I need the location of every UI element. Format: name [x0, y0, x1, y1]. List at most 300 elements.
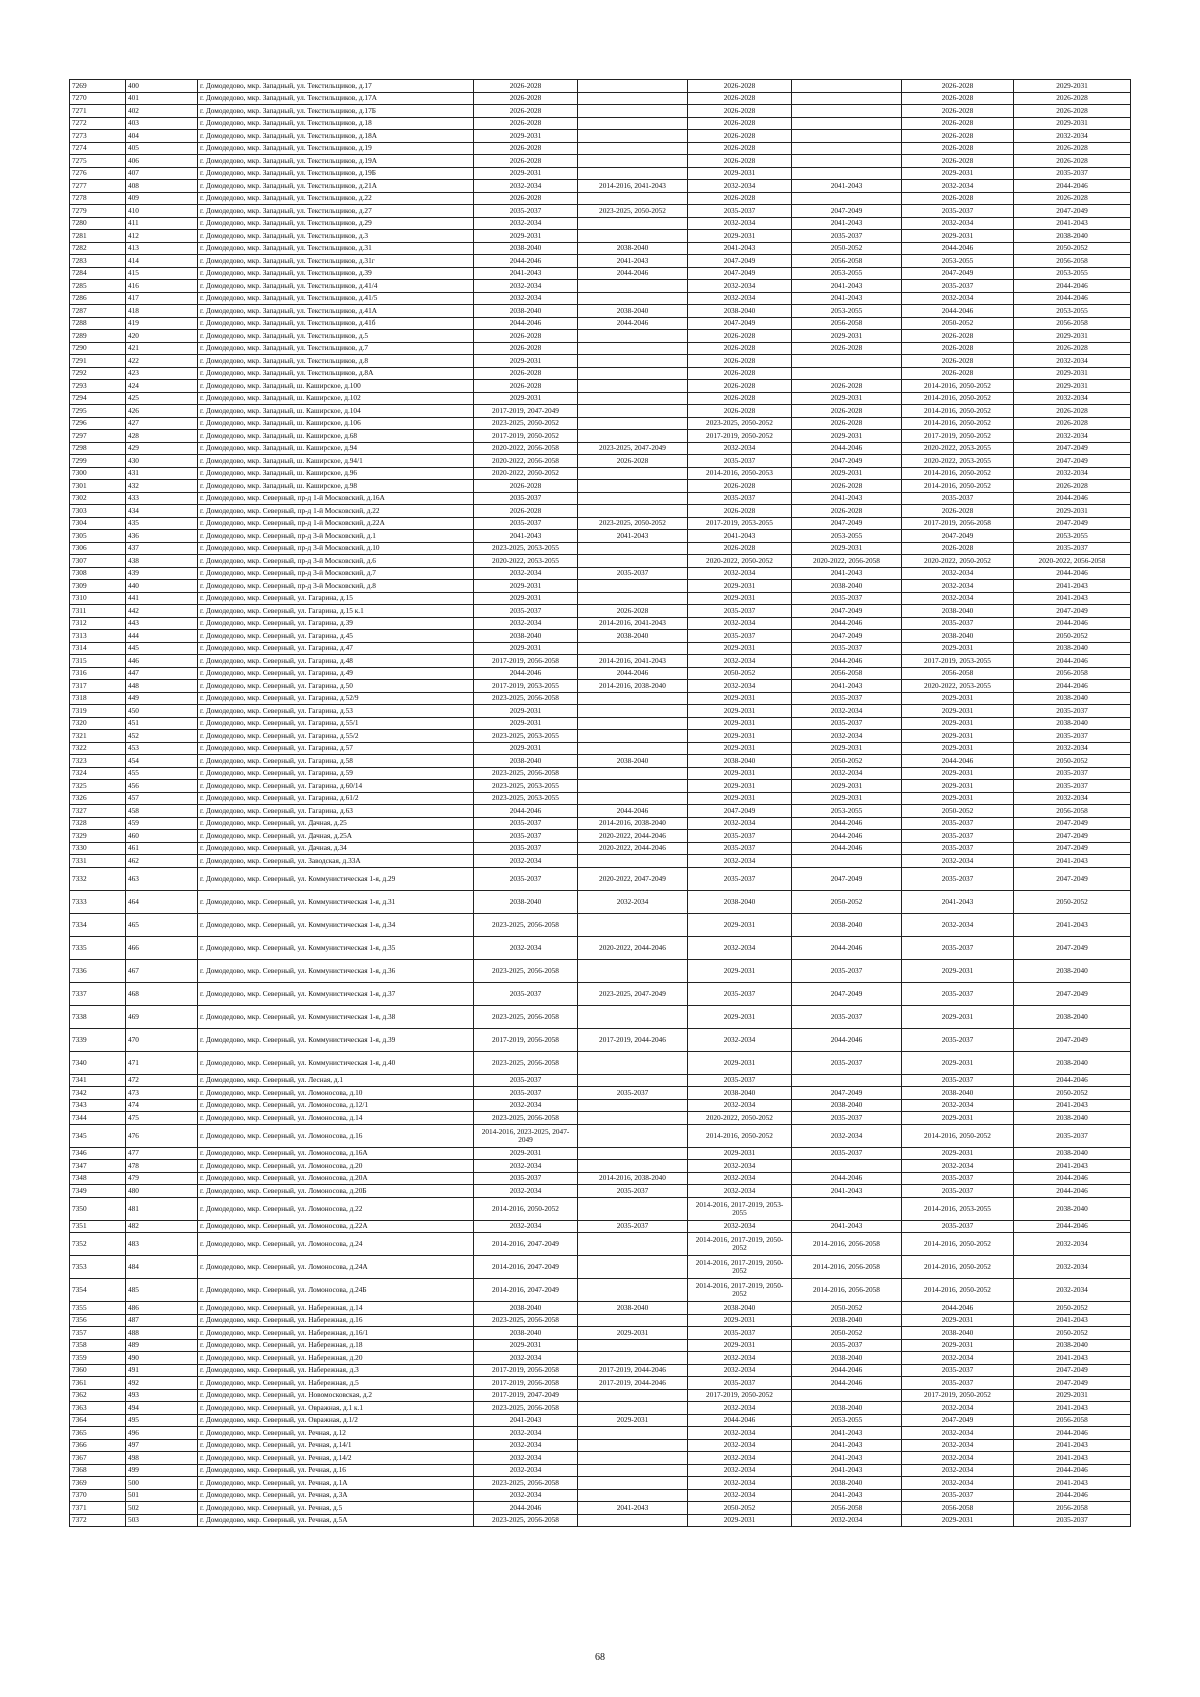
period-5-cell: 2029-2031 — [902, 780, 1014, 793]
period-2-cell: 2035-2037 — [578, 567, 688, 580]
period-5-cell: 2035-2037 — [902, 1172, 1014, 1185]
period-4-cell: 2035-2037 — [792, 592, 902, 605]
address-cell: г. Домодедово, мкр. Северный, ул. Речная, д.14/2 — [198, 1452, 474, 1465]
item-number-cell: 417 — [126, 292, 198, 305]
period-2-cell: 2023-2025, 2050-2052 — [578, 205, 688, 218]
period-4-cell: 2050-2052 — [792, 242, 902, 255]
address-cell: г. Домодедово, мкр. Северный, ул. Дачная, д.34 — [198, 842, 474, 855]
period-5-cell: 2032-2034 — [902, 180, 1014, 193]
period-2-cell: 2014-2016, 2038-2040 — [578, 817, 688, 830]
period-6-cell: 2035-2037 — [1014, 1124, 1131, 1147]
period-6-cell: 2056-2058 — [1014, 255, 1131, 268]
period-2-cell — [578, 417, 688, 430]
period-4-cell: 2029-2031 — [792, 330, 902, 343]
period-5-cell: 2026-2028 — [902, 505, 1014, 518]
period-5-cell: 2029-2031 — [902, 959, 1014, 982]
period-2-cell — [578, 1489, 688, 1502]
period-4-cell — [792, 167, 902, 180]
period-4-cell — [792, 117, 902, 130]
address-cell: г. Домодедово, мкр. Северный, ул. Ломоносова, д.14 — [198, 1112, 474, 1125]
item-number-cell: 462 — [126, 855, 198, 868]
period-1-cell: 2044-2046 — [474, 255, 578, 268]
address-cell: г. Домодедово, мкр. Северный, ул. Овражная, д.1 к.1 — [198, 1402, 474, 1415]
item-number-cell: 469 — [126, 1005, 198, 1028]
period-5-cell: 2017-2019, 2050-2052 — [902, 430, 1014, 443]
address-cell: г. Домодедово, мкр. Северный, ул. Ломоносова, д.16А — [198, 1147, 474, 1160]
period-6-cell: 2041-2043 — [1014, 1439, 1131, 1452]
item-number-cell: 441 — [126, 592, 198, 605]
period-1-cell: 2029-2031 — [474, 642, 578, 655]
address-cell: г. Домодедово, мкр. Северный, ул. Речная, д.5А — [198, 1514, 474, 1527]
period-4-cell: 2047-2049 — [792, 517, 902, 530]
table-row — [70, 355, 1131, 368]
item-number-cell: 481 — [126, 1197, 198, 1220]
item-number-cell: 493 — [126, 1389, 198, 1402]
period-1-cell: 2026-2028 — [474, 505, 578, 518]
row-number-cell: 7281 — [70, 230, 126, 243]
item-number-cell: 471 — [126, 1051, 198, 1074]
period-3-cell: 2026-2028 — [688, 392, 792, 405]
period-4-cell: 2041-2043 — [792, 217, 902, 230]
period-1-cell: 2032-2034 — [474, 567, 578, 580]
period-4-cell: 2029-2031 — [792, 542, 902, 555]
table-row — [70, 180, 1131, 193]
period-3-cell: 2029-2031 — [688, 692, 792, 705]
period-4-cell: 2044-2046 — [792, 936, 902, 959]
period-3-cell: 2038-2040 — [688, 305, 792, 318]
address-cell: г. Домодедово, мкр. Западный, ул. Текстильщиков, д.27 — [198, 205, 474, 218]
period-1-cell: 2032-2034 — [474, 280, 578, 293]
period-3-cell: 2047-2049 — [688, 255, 792, 268]
address-cell: г. Домодедово, мкр. Северный, ул. Гагарина, д.15 к.1 — [198, 605, 474, 618]
period-6-cell: 2032-2034 — [1014, 742, 1131, 755]
period-1-cell: 2032-2034 — [474, 1352, 578, 1365]
row-number-cell: 7277 — [70, 180, 126, 193]
period-6-cell: 2041-2043 — [1014, 1099, 1131, 1112]
period-4-cell — [792, 142, 902, 155]
period-3-cell: 2038-2040 — [688, 1302, 792, 1315]
item-number-cell: 470 — [126, 1028, 198, 1051]
period-4-cell: 2044-2046 — [792, 617, 902, 630]
period-2-cell — [578, 505, 688, 518]
table-row — [70, 155, 1131, 168]
period-3-cell: 2032-2034 — [688, 936, 792, 959]
item-number-cell: 421 — [126, 342, 198, 355]
period-1-cell: 2026-2028 — [474, 380, 578, 393]
table-row — [70, 1185, 1131, 1198]
row-number-cell: 7368 — [70, 1464, 126, 1477]
item-number-cell: 452 — [126, 730, 198, 743]
table-row — [70, 242, 1131, 255]
period-5-cell: 2020-2022, 2050-2052 — [902, 555, 1014, 568]
table-row — [70, 805, 1131, 818]
table-row — [70, 617, 1131, 630]
period-1-cell: 2041-2043 — [474, 1414, 578, 1427]
period-1-cell: 2035-2037 — [474, 830, 578, 843]
table-row — [70, 1147, 1131, 1160]
period-5-cell: 2035-2037 — [902, 280, 1014, 293]
period-5-cell: 2035-2037 — [902, 842, 1014, 855]
address-cell: г. Домодедово, мкр. Северный, ул. Гагарина, д.53 — [198, 705, 474, 718]
address-cell: г. Домодедово, мкр. Северный, ул. Гагарина, д.63 — [198, 805, 474, 818]
period-1-cell: 2032-2034 — [474, 1489, 578, 1502]
table-row — [70, 1172, 1131, 1185]
table-row — [70, 1377, 1131, 1390]
period-4-cell: 2029-2031 — [792, 780, 902, 793]
period-2-cell: 2032-2034 — [578, 890, 688, 913]
period-1-cell: 2026-2028 — [474, 92, 578, 105]
period-5-cell: 2014-2016, 2053-2055 — [902, 1197, 1014, 1220]
period-4-cell: 2050-2052 — [792, 1302, 902, 1315]
period-2-cell: 2035-2037 — [578, 1087, 688, 1100]
period-3-cell: 2026-2028 — [688, 142, 792, 155]
address-cell: г. Домодедово, мкр. Западный, ш. Каширское, д.104 — [198, 405, 474, 418]
period-1-cell: 2038-2040 — [474, 1327, 578, 1340]
period-6-cell: 2044-2046 — [1014, 1220, 1131, 1233]
table-row — [70, 380, 1131, 393]
period-2-cell — [578, 717, 688, 730]
period-2-cell — [578, 1514, 688, 1527]
period-4-cell: 2047-2049 — [792, 605, 902, 618]
period-2-cell — [578, 430, 688, 443]
period-3-cell: 2029-2031 — [688, 730, 792, 743]
period-3-cell: 2026-2028 — [688, 405, 792, 418]
period-2-cell — [578, 1197, 688, 1220]
period-6-cell: 2044-2046 — [1014, 292, 1131, 305]
period-1-cell: 2023-2025, 2056-2058 — [474, 1005, 578, 1028]
item-number-cell: 456 — [126, 780, 198, 793]
table-row — [70, 730, 1131, 743]
period-6-cell: 2041-2043 — [1014, 913, 1131, 936]
table-row — [70, 1477, 1131, 1490]
period-2-cell — [578, 280, 688, 293]
period-4-cell: 2041-2043 — [792, 180, 902, 193]
period-5-cell: 2035-2037 — [902, 1185, 1014, 1198]
period-2-cell: 2020-2022, 2044-2046 — [578, 936, 688, 959]
period-4-cell: 2044-2046 — [792, 1364, 902, 1377]
row-number-cell: 7291 — [70, 355, 126, 368]
table-row — [70, 705, 1131, 718]
row-number-cell: 7307 — [70, 555, 126, 568]
period-4-cell: 2035-2037 — [792, 1147, 902, 1160]
period-2-cell — [578, 555, 688, 568]
period-2-cell — [578, 80, 688, 93]
period-6-cell: 2038-2040 — [1014, 692, 1131, 705]
row-number-cell: 7288 — [70, 317, 126, 330]
period-3-cell: 2014-2016, 2050-2053 — [688, 467, 792, 480]
period-6-cell: 2041-2043 — [1014, 1477, 1131, 1490]
period-2-cell — [578, 692, 688, 705]
table-row — [70, 692, 1131, 705]
period-6-cell: 2053-2055 — [1014, 267, 1131, 280]
item-number-cell: 483 — [126, 1233, 198, 1256]
item-number-cell: 477 — [126, 1147, 198, 1160]
period-3-cell: 2032-2034 — [688, 1028, 792, 1051]
period-3-cell: 2029-2031 — [688, 959, 792, 982]
period-4-cell: 2029-2031 — [792, 742, 902, 755]
period-2-cell — [578, 342, 688, 355]
period-3-cell: 2026-2028 — [688, 330, 792, 343]
period-1-cell: 2029-2031 — [474, 130, 578, 143]
table-row — [70, 842, 1131, 855]
period-4-cell: 2041-2043 — [792, 1220, 902, 1233]
row-number-cell: 7355 — [70, 1302, 126, 1315]
period-5-cell: 2029-2031 — [902, 1051, 1014, 1074]
period-6-cell: 2038-2040 — [1014, 959, 1131, 982]
period-3-cell: 2035-2037 — [688, 867, 792, 890]
period-1-cell: 2044-2046 — [474, 317, 578, 330]
table-row — [70, 517, 1131, 530]
period-2-cell — [578, 1452, 688, 1465]
table-row — [70, 717, 1131, 730]
period-3-cell: 2035-2037 — [688, 205, 792, 218]
period-5-cell: 2032-2034 — [902, 567, 1014, 580]
period-1-cell: 2023-2025, 2056-2058 — [474, 1477, 578, 1490]
period-2-cell — [578, 167, 688, 180]
period-2-cell — [578, 1074, 688, 1087]
period-4-cell: 2041-2043 — [792, 492, 902, 505]
address-cell: г. Домодедово, мкр. Западный, ул. Текстильщиков, д.41А — [198, 305, 474, 318]
row-number-cell: 7280 — [70, 217, 126, 230]
period-4-cell — [792, 1197, 902, 1220]
address-cell: г. Домодедово, мкр. Северный, ул. Коммунистическая 1-я, д.31 — [198, 890, 474, 913]
period-2-cell: 2044-2046 — [578, 317, 688, 330]
table-row — [70, 317, 1131, 330]
period-1-cell: 2038-2040 — [474, 755, 578, 768]
item-number-cell: 492 — [126, 1377, 198, 1390]
table-row — [70, 455, 1131, 468]
period-6-cell: 2029-2031 — [1014, 117, 1131, 130]
period-2-cell — [578, 292, 688, 305]
period-4-cell: 2044-2046 — [792, 830, 902, 843]
table-row — [70, 1514, 1131, 1527]
period-1-cell: 2029-2031 — [474, 355, 578, 368]
period-3-cell: 2032-2034 — [688, 617, 792, 630]
table-row — [70, 405, 1131, 418]
row-number-cell: 7328 — [70, 817, 126, 830]
row-number-cell: 7303 — [70, 505, 126, 518]
period-4-cell: 2035-2037 — [792, 1339, 902, 1352]
period-1-cell: 2017-2019, 2056-2058 — [474, 1364, 578, 1377]
row-number-cell: 7347 — [70, 1160, 126, 1173]
address-cell: г. Домодедово, мкр. Северный, ул. Набережная, д.5 — [198, 1377, 474, 1390]
row-number-cell: 7312 — [70, 617, 126, 630]
period-2-cell — [578, 1389, 688, 1402]
period-2-cell — [578, 330, 688, 343]
row-number-cell: 7282 — [70, 242, 126, 255]
table-row — [70, 1464, 1131, 1477]
item-number-cell: 413 — [126, 242, 198, 255]
period-4-cell: 2029-2031 — [792, 467, 902, 480]
address-cell: г. Домодедово, мкр. Западный, ул. Текстильщиков, д.18 — [198, 117, 474, 130]
period-3-cell: 2032-2034 — [688, 1185, 792, 1198]
item-number-cell: 499 — [126, 1464, 198, 1477]
period-6-cell: 2029-2031 — [1014, 380, 1131, 393]
address-cell: г. Домодедово, мкр. Северный, ул. Дачная, д.25А — [198, 830, 474, 843]
period-6-cell: 2026-2028 — [1014, 405, 1131, 418]
table-row — [70, 667, 1131, 680]
address-cell: г. Домодедово, мкр. Западный, ул. Текстильщиков, д.17А — [198, 92, 474, 105]
address-cell: г. Домодедово, мкр. Северный, ул. Коммунистическая 1-я, д.35 — [198, 936, 474, 959]
table-row — [70, 1414, 1131, 1427]
period-3-cell: 2047-2049 — [688, 805, 792, 818]
period-4-cell: 2053-2055 — [792, 805, 902, 818]
row-number-cell: 7329 — [70, 830, 126, 843]
address-cell: г. Домодедово, мкр. Северный, пр-д 1-й Московский, д.16А — [198, 492, 474, 505]
period-5-cell: 2056-2058 — [902, 1502, 1014, 1515]
row-number-cell: 7358 — [70, 1339, 126, 1352]
item-number-cell: 451 — [126, 717, 198, 730]
period-4-cell — [792, 130, 902, 143]
period-6-cell: 2038-2040 — [1014, 230, 1131, 243]
period-4-cell: 2041-2043 — [792, 1439, 902, 1452]
table-row — [70, 817, 1131, 830]
period-6-cell: 2041-2043 — [1014, 580, 1131, 593]
address-cell: г. Домодедово, мкр. Западный, ул. Текстильщиков, д.5 — [198, 330, 474, 343]
period-1-cell: 2026-2028 — [474, 330, 578, 343]
period-3-cell: 2032-2034 — [688, 1352, 792, 1365]
period-6-cell: 2047-2049 — [1014, 205, 1131, 218]
address-cell: г. Домодедово, мкр. Северный, ул. Набережная, д.16/1 — [198, 1327, 474, 1340]
period-4-cell: 2041-2043 — [792, 1185, 902, 1198]
row-number-cell: 7372 — [70, 1514, 126, 1527]
address-cell: г. Домодедово, мкр. Западный, ш. Каширское, д.94 — [198, 442, 474, 455]
address-cell: г. Домодедово, мкр. Северный, ул. Ломоносова, д.16 — [198, 1124, 474, 1147]
item-number-cell: 436 — [126, 530, 198, 543]
table-row — [70, 680, 1131, 693]
period-2-cell — [578, 380, 688, 393]
period-6-cell: 2032-2034 — [1014, 130, 1131, 143]
period-3-cell: 2035-2037 — [688, 842, 792, 855]
period-1-cell: 2035-2037 — [474, 867, 578, 890]
period-3-cell: 2023-2025, 2050-2052 — [688, 417, 792, 430]
period-6-cell: 2050-2052 — [1014, 755, 1131, 768]
period-1-cell: 2029-2031 — [474, 717, 578, 730]
period-2-cell — [578, 855, 688, 868]
item-number-cell: 498 — [126, 1452, 198, 1465]
period-4-cell: 2050-2052 — [792, 1327, 902, 1340]
table-row — [70, 430, 1131, 443]
period-6-cell: 2035-2037 — [1014, 730, 1131, 743]
table-row — [70, 480, 1131, 493]
address-cell: г. Домодедово, мкр. Западный, ул. Текстильщиков, д.17 — [198, 80, 474, 93]
period-3-cell: 2050-2052 — [688, 1502, 792, 1515]
address-cell: г. Домодедово, мкр. Северный, ул. Коммунистическая 1-я, д.29 — [198, 867, 474, 890]
item-number-cell: 428 — [126, 430, 198, 443]
period-3-cell: 2029-2031 — [688, 1051, 792, 1074]
address-cell: г. Домодедово, мкр. Западный, ул. Текстильщиков, д.22 — [198, 192, 474, 205]
period-4-cell: 2053-2055 — [792, 1414, 902, 1427]
period-3-cell: 2029-2031 — [688, 1514, 792, 1527]
table-row — [70, 142, 1131, 155]
period-1-cell: 2023-2025, 2056-2058 — [474, 692, 578, 705]
period-4-cell: 2047-2049 — [792, 630, 902, 643]
period-5-cell: 2026-2028 — [902, 367, 1014, 380]
period-5-cell: 2014-2016, 2050-2052 — [902, 1233, 1014, 1256]
period-5-cell: 2029-2031 — [902, 705, 1014, 718]
row-number-cell: 7340 — [70, 1051, 126, 1074]
row-number-cell: 7364 — [70, 1414, 126, 1427]
period-4-cell: 2041-2043 — [792, 1427, 902, 1440]
period-2-cell — [578, 1402, 688, 1415]
period-6-cell: 2047-2049 — [1014, 455, 1131, 468]
row-number-cell: 7349 — [70, 1185, 126, 1198]
table-row — [70, 1402, 1131, 1415]
item-number-cell: 433 — [126, 492, 198, 505]
period-2-cell: 2041-2043 — [578, 530, 688, 543]
table-row — [70, 1099, 1131, 1112]
row-number-cell: 7295 — [70, 405, 126, 418]
period-6-cell: 2047-2049 — [1014, 982, 1131, 1005]
period-3-cell: 2014-2016, 2017-2019, 2050-2052 — [688, 1279, 792, 1302]
row-number-cell: 7365 — [70, 1427, 126, 1440]
table-row — [70, 767, 1131, 780]
period-3-cell: 2017-2019, 2050-2052 — [688, 430, 792, 443]
period-6-cell: 2032-2034 — [1014, 430, 1131, 443]
period-3-cell: 2041-2043 — [688, 530, 792, 543]
period-6-cell: 2038-2040 — [1014, 717, 1131, 730]
period-6-cell: 2029-2031 — [1014, 505, 1131, 518]
period-4-cell: 2056-2058 — [792, 317, 902, 330]
row-number-cell: 7294 — [70, 392, 126, 405]
item-number-cell: 461 — [126, 842, 198, 855]
address-cell: г. Домодедово, мкр. Северный, ул. Речная, д.5 — [198, 1502, 474, 1515]
address-cell: г. Домодедово, мкр. Северный, ул. Коммунистическая 1-я, д.36 — [198, 959, 474, 982]
period-4-cell — [792, 367, 902, 380]
period-1-cell: 2035-2037 — [474, 517, 578, 530]
address-cell: г. Домодедово, мкр. Западный, ш. Каширское, д.98 — [198, 480, 474, 493]
period-4-cell: 2044-2046 — [792, 442, 902, 455]
period-5-cell: 2026-2028 — [902, 130, 1014, 143]
row-number-cell: 7275 — [70, 155, 126, 168]
period-3-cell: 2038-2040 — [688, 890, 792, 913]
period-2-cell: 2020-2022, 2044-2046 — [578, 842, 688, 855]
period-5-cell: 2050-2052 — [902, 317, 1014, 330]
period-6-cell: 2032-2034 — [1014, 392, 1131, 405]
period-6-cell: 2038-2040 — [1014, 1005, 1131, 1028]
period-1-cell: 2032-2034 — [474, 1099, 578, 1112]
item-number-cell: 445 — [126, 642, 198, 655]
period-5-cell: 2017-2019, 2053-2055 — [902, 655, 1014, 668]
period-6-cell: 2041-2043 — [1014, 1402, 1131, 1415]
row-number-cell: 7285 — [70, 280, 126, 293]
address-cell: г. Домодедово, мкр. Западный, ул. Текстильщиков, д.41/5 — [198, 292, 474, 305]
period-4-cell — [792, 1074, 902, 1087]
address-cell: г. Домодедово, мкр. Северный, ул. Набережная, д.3 — [198, 1364, 474, 1377]
address-cell: г. Домодедово, мкр. Северный, ул. Гагарина, д.58 — [198, 755, 474, 768]
table-row — [70, 305, 1131, 318]
item-number-cell: 437 — [126, 542, 198, 555]
period-5-cell: 2029-2031 — [902, 167, 1014, 180]
period-6-cell: 2038-2040 — [1014, 1197, 1131, 1220]
row-number-cell: 7308 — [70, 567, 126, 580]
period-6-cell: 2047-2049 — [1014, 605, 1131, 618]
period-6-cell: 2032-2034 — [1014, 1279, 1131, 1302]
period-2-cell: 2038-2040 — [578, 755, 688, 768]
period-5-cell: 2035-2037 — [902, 982, 1014, 1005]
period-6-cell: 2047-2049 — [1014, 1028, 1131, 1051]
period-5-cell: 2029-2031 — [902, 1147, 1014, 1160]
period-1-cell: 2029-2031 — [474, 1147, 578, 1160]
period-1-cell: 2014-2016, 2050-2052 — [474, 1197, 578, 1220]
address-cell: г. Домодедово, мкр. Западный, ул. Текстильщиков, д.41б — [198, 317, 474, 330]
row-number-cell: 7339 — [70, 1028, 126, 1051]
period-1-cell: 2044-2046 — [474, 1502, 578, 1515]
period-3-cell: 2026-2028 — [688, 92, 792, 105]
period-2-cell: 2014-2016, 2038-2040 — [578, 680, 688, 693]
table-row — [70, 792, 1131, 805]
table-row — [70, 567, 1131, 580]
